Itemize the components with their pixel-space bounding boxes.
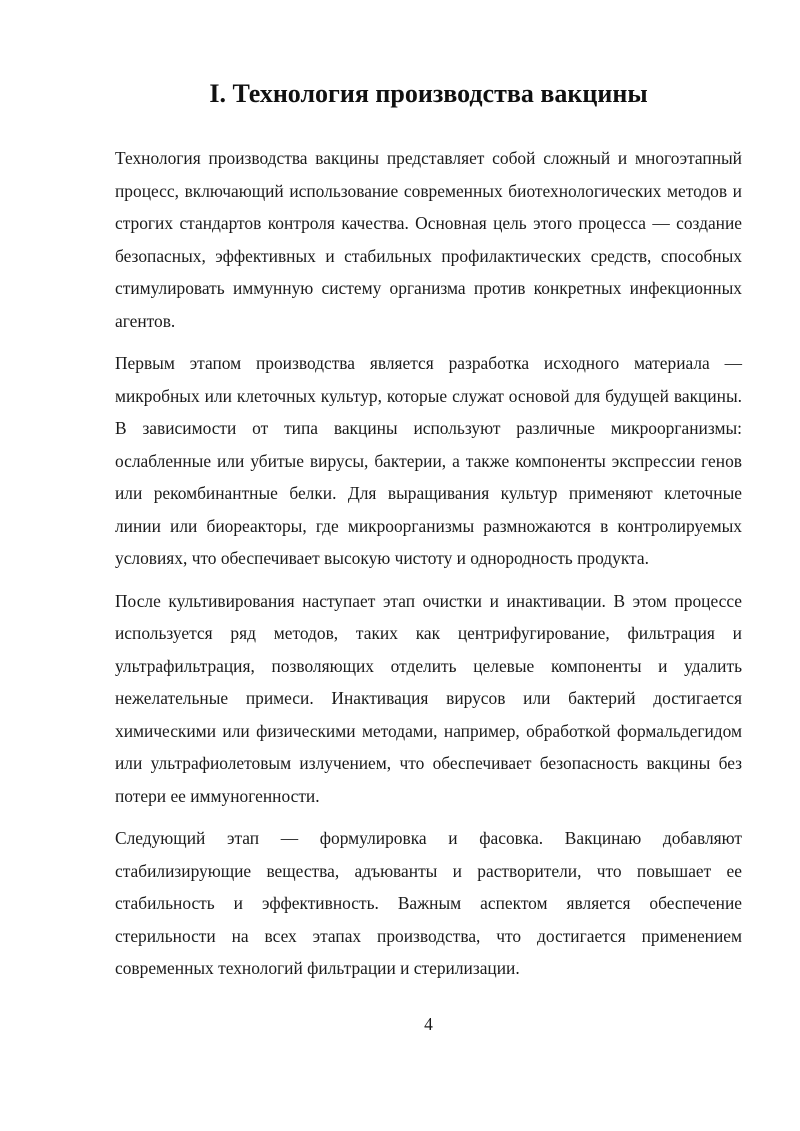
paragraph-intro: Технология производства вакцины представляет собой сложный и многоэтапный процесс, включающий использование современных биотехнологических методов и строгих стандартов контроля качества. Основная цель этого процесса — создание безопасных, эффективных и стабильных профилактических средств, способных стимулировать иммунную систему организма против конкретных инфекционных агентов. — [115, 148, 742, 331]
paragraph-source-material: Первым этапом производства является разработка исходного материала — микробных или клеточных культур, которые служат основой для будущей вакцины. В зависимости от типа вакцины используют различные микроорганизмы: ослабленные или убитые вирусы, бактерии, а также компоненты экспрессии генов или рекомбинантные белки. Для выращивания культур применяют клеточные линии или биореакторы, где микроорганизмы размножаются в контролируемых условиях, что обеспечивает высокую чистоту и однородность продукта. — [115, 353, 742, 568]
section-title: I. Технология производства вакцины — [209, 79, 648, 108]
paragraph-purification: После культивирования наступает этап очистки и инактивации. В этом процессе используется ряд методов, таких как центрифугирование, фильтрация и ультрафильтрация, позволяющих отделить целевые компоненты и удалить нежелательные примеси. Инактивация вирусов или бактерий достигается химическими или физическими методами, например, обработкой формальдегидом или ультрафиолетовым излучением, что обеспечивает безопасность вакцины без потери ее иммуногенности. — [115, 590, 742, 806]
page-number: 4 — [424, 1014, 433, 1034]
body-text — [115, 142, 742, 995]
paragraph-formulation: Следующий этап — формулировка и фасовка. Вакцинаю добавляют стабилизирующие вещества, адъюванты и растворители, что повышает ее стабильность и эффективность. Важным аспектом является обеспечение стерильности на всех этапах производства, что достигается применением современных технологий фильтрации и стерилизации. — [115, 828, 742, 978]
